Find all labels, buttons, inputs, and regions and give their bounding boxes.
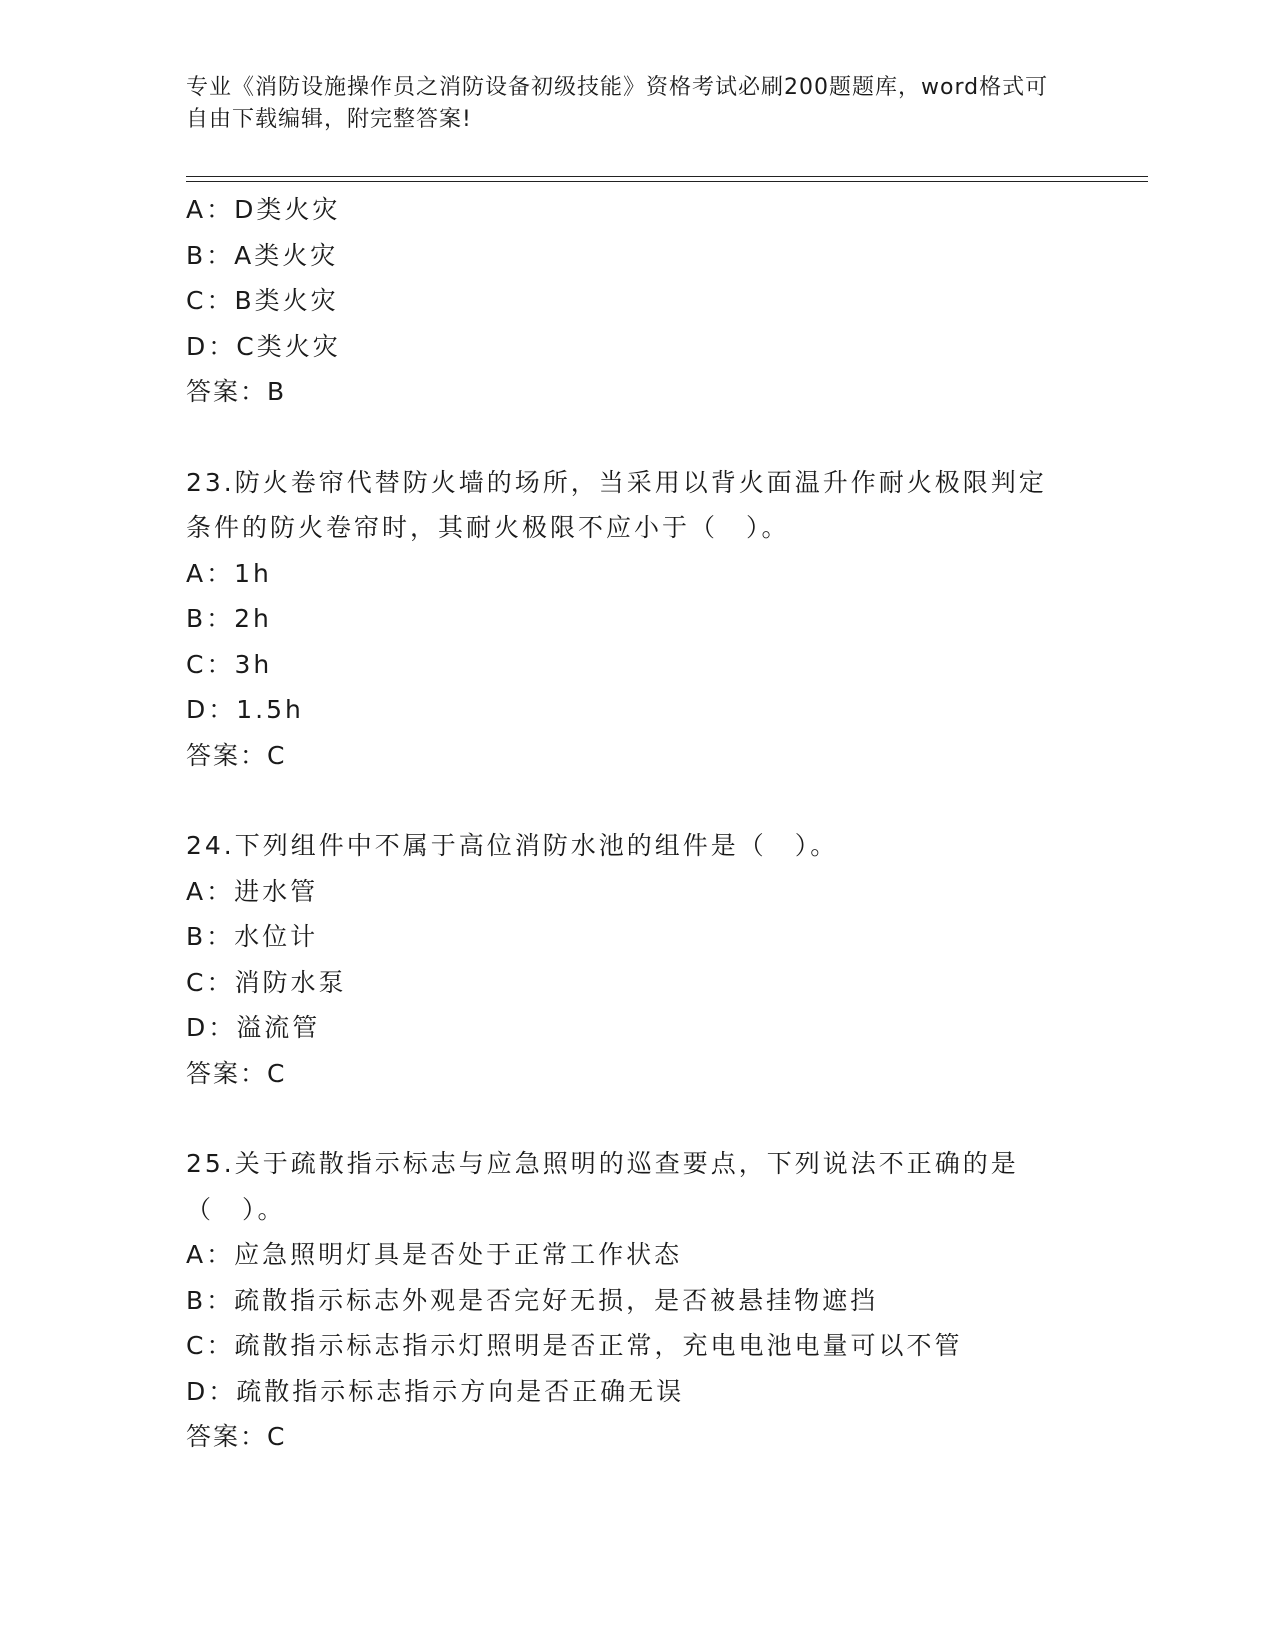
answer-line: 答案：C xyxy=(186,1058,287,1088)
header-divider-top xyxy=(186,176,1148,177)
question-24 xyxy=(186,823,1086,1096)
question-list xyxy=(186,187,1086,1460)
option-b: B：疏散指示标志外观是否完好无损，是否被悬挂物遮挡 xyxy=(186,1285,879,1315)
option-d: D：疏散指示标志指示方向是否正确无误 xyxy=(186,1376,685,1406)
option-a: A：1h xyxy=(186,558,272,588)
option-d: D：溢流管 xyxy=(186,1013,321,1042)
option-c: C：B类火灾 xyxy=(186,286,339,315)
option-a: A：进水管 xyxy=(186,876,319,906)
answer-line: 答案：C xyxy=(186,740,287,770)
option-a: A：应急照明灯具是否处于正常工作状态 xyxy=(186,1240,683,1269)
option-d: D：1.5h xyxy=(186,695,304,724)
question-partial xyxy=(186,187,1086,415)
answer-line: 答案：C xyxy=(186,1422,287,1451)
option-d: D：C类火灾 xyxy=(186,331,341,361)
question-23 xyxy=(186,460,1086,779)
question-text: 23.防火卷帘代替防火墙的场所，当采用以背火面温升作耐火极限判定条件的防火卷帘时，其耐火极限不应小于（ ）。 xyxy=(186,467,1047,542)
option-b: B：2h xyxy=(186,604,272,633)
header-divider-bottom xyxy=(186,181,1148,182)
option-c: C：疏散指示标志指示灯照明是否正常，充电电池电量可以不管 xyxy=(186,1331,963,1360)
question-text: 24.下列组件中不属于高位消防水池的组件是（ ）。 xyxy=(186,831,839,860)
question-text: 25.关于疏散指示标志与应急照明的巡查要点，下列说法不正确的是（ ）。 xyxy=(186,1149,1019,1224)
question-25 xyxy=(186,1141,1086,1460)
option-b: B：A类火灾 xyxy=(186,240,339,270)
option-b: B：水位计 xyxy=(186,922,319,951)
document-header: 专业《消防设施操作员之消防设备初级技能》资格考试必刷200题题库，word格式可自由下载编辑，附完整答案! xyxy=(186,75,1049,132)
option-a: A：D类火灾 xyxy=(186,195,341,224)
answer-line: 答案：B xyxy=(186,377,287,406)
option-c: C：3h xyxy=(186,649,273,679)
option-c: C：消防水泵 xyxy=(186,967,347,997)
